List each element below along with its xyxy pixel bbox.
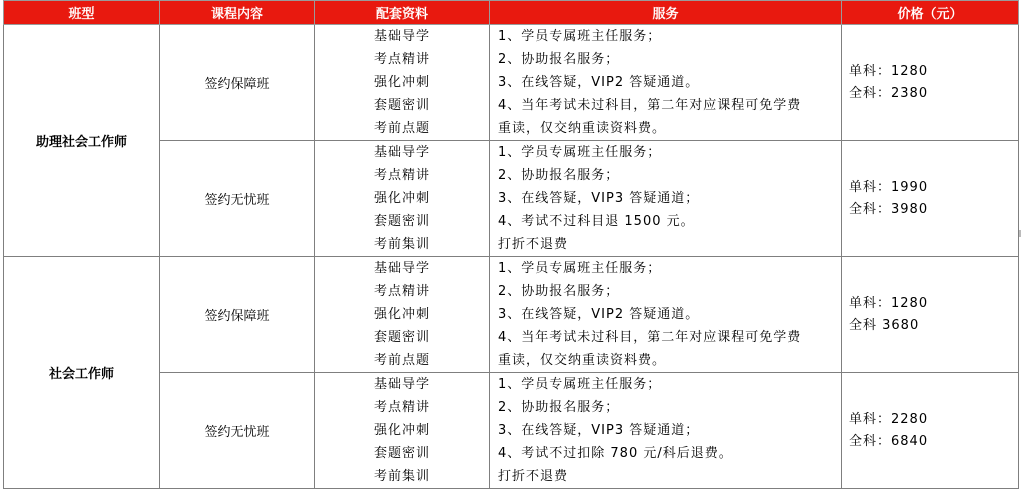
- service-item: 1、学员专属班主任服务；: [498, 145, 662, 160]
- material-item: 基础导学: [373, 377, 430, 392]
- price-single: 单科：1280: [849, 295, 929, 311]
- material-item: 考点精讲: [373, 284, 430, 299]
- course-cell: 签约保障班: [160, 25, 315, 141]
- course-cell: 签约无忧班: [160, 373, 315, 489]
- materials-cell: [315, 373, 490, 489]
- service-item: 打折不退费: [498, 237, 569, 252]
- material-item: 强化冲刺: [373, 423, 430, 438]
- class-type-cell: 社会工作师: [4, 257, 160, 489]
- service-item: 打折不退费: [498, 469, 569, 484]
- price-full: 全科：3980: [849, 201, 929, 217]
- material-item: 套题密训: [373, 98, 430, 113]
- header-materials: 配套资料: [315, 1, 490, 25]
- price-single: 单科：1990: [849, 179, 929, 195]
- table-row: [4, 257, 1019, 373]
- services-cell: [490, 257, 842, 373]
- service-item: 2、协助报名服务；: [498, 52, 620, 67]
- materials-cell: [315, 257, 490, 373]
- material-item: 套题密训: [373, 330, 430, 345]
- service-item: 重读，仅交纳重读资料费。: [498, 121, 667, 136]
- service-item: 重读，仅交纳重读资料费。: [498, 353, 667, 368]
- price-cell: [842, 257, 1019, 373]
- course-cell: 签约保障班: [160, 257, 315, 373]
- services-cell: [490, 141, 842, 257]
- class-type-cell: 助理社会工作师: [4, 25, 160, 257]
- price-cell: [842, 141, 1019, 257]
- service-item: 3、在线答疑，VIP3 答疑通道；: [498, 423, 700, 438]
- price-single: 单科：2280: [849, 411, 929, 427]
- services-cell: [490, 25, 842, 141]
- price-single: 单科：1280: [849, 63, 929, 79]
- service-item: 4、当年考试未过科目，第二年对应课程可免学费: [498, 98, 802, 113]
- service-item: 1、学员专属班主任服务；: [498, 377, 662, 392]
- material-item: 考前点题: [373, 121, 430, 136]
- service-item: 4、考试不过扣除 780 元/科后退费。: [498, 446, 733, 461]
- header-course: 课程内容: [160, 1, 315, 25]
- price-cell: [842, 25, 1019, 141]
- price-full: 全科：2380: [849, 85, 929, 101]
- material-item: 基础导学: [373, 261, 430, 276]
- services-cell: [490, 373, 842, 489]
- material-item: 套题密训: [373, 214, 430, 229]
- service-item: 2、协助报名服务；: [498, 284, 620, 299]
- service-item: 3、在线答疑，VIP2 答疑通道。: [498, 307, 700, 322]
- header-price: 价格（元）: [842, 1, 1019, 25]
- material-item: 基础导学: [373, 145, 430, 160]
- material-item: 强化冲刺: [373, 307, 430, 322]
- material-item: 考点精讲: [373, 168, 430, 183]
- service-item: 1、学员专属班主任服务；: [498, 261, 662, 276]
- table-row: [4, 25, 1019, 141]
- materials-cell: [315, 25, 490, 141]
- material-item: 强化冲刺: [373, 191, 430, 206]
- service-item: 3、在线答疑，VIP3 答疑通道；: [498, 191, 700, 206]
- price-full: 全科：6840: [849, 433, 929, 449]
- material-item: 考前点题: [373, 353, 430, 368]
- header-services: 服务: [490, 1, 842, 25]
- material-item: 考前集训: [373, 469, 430, 484]
- service-item: 2、协助报名服务；: [498, 400, 620, 415]
- material-item: 考点精讲: [373, 52, 430, 67]
- header-type: 班型: [4, 1, 160, 25]
- service-item: 4、考试不过科目退 1500 元。: [498, 214, 695, 229]
- price-cell: [842, 373, 1019, 489]
- pricing-table: [3, 0, 1019, 489]
- material-item: 考前集训: [373, 237, 430, 252]
- materials-cell: [315, 141, 490, 257]
- service-item: 1、学员专属班主任服务；: [498, 29, 662, 44]
- material-item: 强化冲刺: [373, 75, 430, 90]
- price-full: 全科 3680: [849, 317, 920, 333]
- material-item: 考点精讲: [373, 400, 430, 415]
- course-cell: 签约无忧班: [160, 141, 315, 257]
- material-item: 套题密训: [373, 446, 430, 461]
- service-item: 4、当年考试未过科目，第二年对应课程可免学费: [498, 330, 802, 345]
- header-row: [4, 1, 1019, 25]
- service-item: 3、在线答疑，VIP2 答疑通道。: [498, 75, 700, 90]
- service-item: 2、协助报名服务；: [498, 168, 620, 183]
- material-item: 基础导学: [373, 29, 430, 44]
